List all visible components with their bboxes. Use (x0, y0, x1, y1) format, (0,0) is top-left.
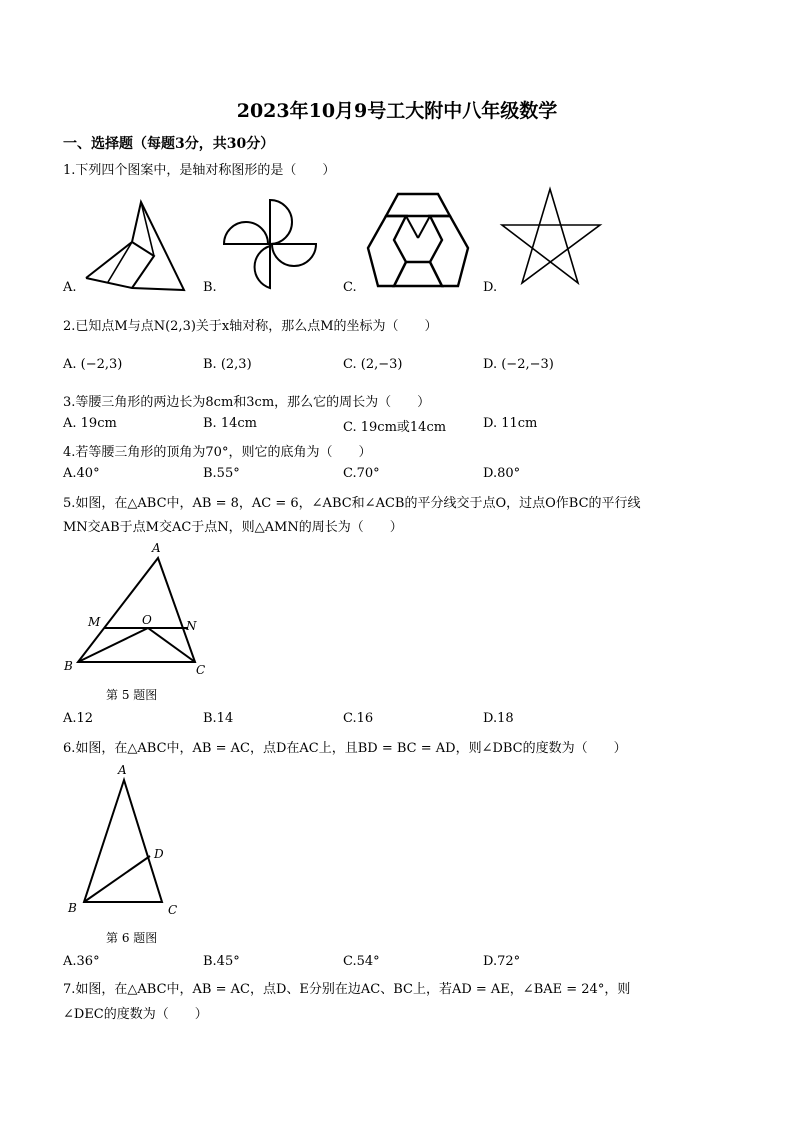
figure-5-caption: 第 5 题图 (106, 688, 158, 702)
q3-option-d[interactable]: D. 11cm (483, 416, 538, 431)
fig6-label-d: D (154, 847, 164, 861)
q3-option-c[interactable]: C. 19cm或14cm (343, 420, 447, 435)
question-2-stem: 2.已知点M与点N(2,3)关于x轴对称，那么点M的坐标为（ ） (63, 319, 438, 334)
question-7-stem-line1: 7.如图，在△ABC中，AB = AC，点D、E分别在边AC、BC上，若AD = AE，∠BAE = 24°，则 (63, 982, 631, 997)
q5-option-c[interactable]: C.16 (343, 711, 374, 726)
fig5-label-n: N (186, 619, 197, 633)
question-1-stem: 1.下列四个图案中，是轴对称图形的是（ ） (63, 163, 336, 178)
q5-option-b[interactable]: B.14 (203, 711, 234, 726)
question-5-stem-line2: MN交AB于点M交AC于点N，则△AMN的周长为（ ） (63, 520, 403, 535)
q4-option-d[interactable]: D.80° (483, 466, 521, 481)
page-title: 2023年10月9号工大附中八年级数学 (236, 100, 558, 122)
fig5-label-m: M (88, 615, 101, 629)
figure-5-triangle (58, 538, 218, 678)
fig5-label-b: B (64, 659, 73, 673)
q2-option-d[interactable]: D. (−2,−3) (483, 357, 554, 372)
q4-option-c[interactable]: C.70° (343, 466, 380, 481)
q6-option-a[interactable]: A.36° (63, 954, 100, 969)
q4-option-a[interactable]: A.40° (63, 466, 100, 481)
q2-option-b[interactable]: B. (2,3) (203, 357, 252, 372)
fig6-label-c: C (168, 903, 178, 917)
q5-option-a[interactable]: A.12 (63, 711, 94, 726)
fig6-label-a: A (118, 763, 127, 777)
fig5-label-o: O (142, 613, 152, 627)
figure-1c-recycle-hexagon (366, 192, 470, 290)
q6-option-d[interactable]: D.72° (483, 954, 521, 969)
question-3-stem: 3.等腰三角形的两边长为8cm和3cm，那么它的周长为（ ） (63, 395, 431, 410)
q1-option-b[interactable]: B. (203, 280, 217, 295)
q6-option-c[interactable]: C.54° (343, 954, 380, 969)
figure-1b-four-petal-pinwheel (222, 196, 322, 292)
figure-6-triangle (62, 762, 192, 922)
question-4-stem: 4.若等腰三角形的顶角为70°，则它的底角为（ ） (63, 445, 372, 460)
q5-option-d[interactable]: D.18 (483, 711, 514, 726)
fig6-label-b: B (68, 901, 77, 915)
fig5-label-c: C (196, 663, 206, 677)
q6-option-b[interactable]: B.45° (203, 954, 240, 969)
q3-option-b[interactable]: B. 14cm (203, 416, 257, 431)
question-7-stem-line2: ∠DEC的度数为（ ） (63, 1007, 208, 1022)
q4-option-b[interactable]: B.55° (203, 466, 240, 481)
q1-option-c[interactable]: C. (343, 280, 357, 295)
question-5-stem-line1: 5.如图，在△ABC中，AB = 8，AC = 6，∠ABC和∠ACB的平分线交于点O，过点O作BC的平行线 (63, 496, 641, 511)
figure-6-caption: 第 6 题图 (106, 931, 158, 945)
q1-option-d[interactable]: D. (483, 280, 498, 295)
q3-option-a[interactable]: A. 19cm (63, 416, 117, 431)
q2-option-a[interactable]: A. (−2,3) (63, 357, 123, 372)
fig5-label-a: A (152, 541, 161, 555)
figure-1a-pinwheel-triangle (84, 198, 188, 294)
q2-option-c[interactable]: C. (2,−3) (343, 357, 403, 372)
question-6-stem: 6.如图，在△ABC中，AB = AC，点D在AC上，且BD = BC = AD，则∠DBC的度数为（ ） (63, 741, 627, 756)
figure-1d-five-point-star (500, 187, 604, 287)
section-heading: 一、选择题（每题3分，共30分） (63, 136, 275, 152)
q1-option-a[interactable]: A. (63, 280, 77, 295)
